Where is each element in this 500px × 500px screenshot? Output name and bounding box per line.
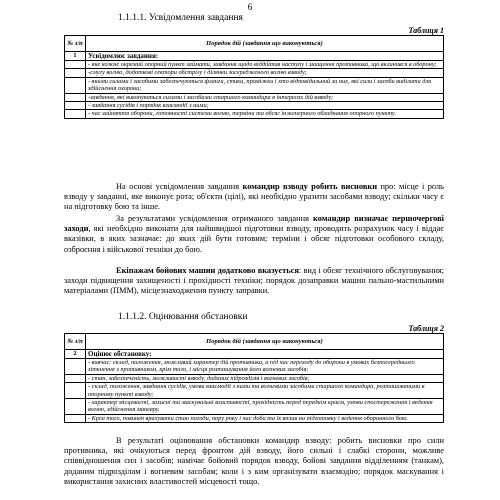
paragraph-text: В результаті оцінювання обстановки командир взводу: робить висновки про сили противника, які очікуються перед фронтом дій взводу, його сильні і слабкі сторони, можливе співвідношення сил і засобів; намічає бойовий порядок взводу, бойові завдання відділенням (танкам), доданим підрозділам і вогневим засобам; коли і з ким організувати взаємодію; порядок маскування і використання захисних властивостей місцевості тощо.	[64, 436, 444, 486]
row-number: 2	[65, 350, 86, 359]
table-row	[65, 77, 444, 93]
list-item: -завдання, які виконуються силами і засобами старшого командира в інтересах дій взводу;	[86, 93, 444, 101]
col-num-header: № з/п	[65, 334, 86, 350]
paragraph-text: , які необхідно виконати для найшвидшої підготовки взводу, проводить розрахунок часу і віддає вказівки, в яких зазначає: до яких дій бути готовим; терміни і обсяг підготовки особового складу, озброєння і військової техніки до бою.	[64, 224, 444, 254]
table-row	[65, 102, 444, 110]
table-row	[65, 69, 444, 77]
table-row	[65, 61, 444, 69]
col-order-header: Порядок дій (завдання що виконуються)	[86, 36, 444, 52]
row-title: Усвідомлює завдання:	[86, 52, 444, 61]
table-header-row	[65, 334, 444, 350]
paragraph-text: про: місце і роль взводу у завданні, яке виконує рота; об'єкти (цілі), які необхідно уразити засобами взводу; скільки часу є на підготовку бою та інше.	[64, 182, 444, 212]
list-item: -смугу вогню, додаткові сектори обстрілу і ділянки зосередженого вогню взводу;	[86, 69, 444, 77]
list-item: - стан, забезпеченість, можливості взводу, доданих підрозділів і вогневих засобів;	[86, 374, 444, 382]
table-row	[65, 414, 444, 422]
list-item: - вивчає: склад, положення, можливий характер дій противника, а під час переходу до оборони в умовах безпосереднього зіткнення з противником, крім того, і місця розташування його вогневих засобів;	[86, 359, 444, 375]
list-item: - склад, положення, завдання сусідів, умови взаємодії з ними та вогневими засобами старшого командира, розташованими в опорному пункті взводу;	[86, 383, 444, 399]
list-item: - яке кожне окремий опорний пункт займати, завдання щодо віддійтив наступу і знищення противника, що вклинився в оборону;	[86, 61, 444, 69]
paragraph-crews	[64, 266, 444, 297]
list-item: - завдання сусідів і порядок взаємодії з ними;	[86, 102, 444, 110]
paragraph-text: : вид і обсяг технічного обслуговування; заходи підвищення захищеності і прохідності техніки; порядок дозаправки машин пально-мастильними матеріалами (ПММ), місцезнаходження пункту заправки.	[64, 266, 444, 296]
paragraph-priority-measures	[64, 214, 444, 255]
paragraph-text: За результатами усвідомлення отриманого завдання	[116, 214, 314, 223]
table-row	[65, 399, 444, 415]
table-row	[65, 359, 444, 375]
table-header-row	[65, 36, 444, 52]
paragraph-bold: командир взводу робить висновки	[242, 182, 378, 191]
page-number: 6	[247, 2, 253, 12]
table-row	[65, 383, 444, 399]
paragraph-bold: Екіпажам бойових машин додатково вказується	[116, 266, 299, 275]
col-num-header: № з/п	[65, 36, 86, 52]
paragraph-text: На основі усвідомлення завдання	[116, 182, 243, 191]
section-heading-1: 1.1.1.1. Усвідомлення завдання	[118, 13, 243, 23]
table-caption-2: Таблиця 2	[408, 324, 444, 333]
table-row	[65, 350, 444, 359]
row-number: 1	[65, 52, 86, 61]
table-row	[65, 52, 444, 61]
row-title: Оцінює обстановку:	[86, 350, 444, 359]
list-item: - час зайняття оборони, готовності системи вогню, терміни та обсяг інженерного обладнання опорного пункту.	[86, 110, 444, 118]
list-item: - характер місцевості, захисні та маскувальні властивості, прохідність перед переднім краєм, умови спостереження і ведення вогню, здійснення маневру.	[86, 399, 444, 415]
paragraph-bold: командир визначає першочергові заходи	[64, 214, 444, 234]
list-item: - якими силами і засобами забезпечуються фланги, стики, проміжки і хто відповідальний за них, які сили і засоби виділити для здійснення охорони;	[86, 77, 444, 93]
table-row	[65, 110, 444, 118]
table-2	[64, 333, 444, 423]
table-row	[65, 374, 444, 382]
list-item: - Крім того, повинен врахувати стан погоди, пору року і час доби та їх вплив на підготовку і ведення оборонного бою.	[86, 414, 444, 422]
section-heading-2: 1.1.1.2. Оцінювання обстановки	[118, 312, 248, 322]
table-row	[65, 93, 444, 101]
table-caption-1: Таблиця 1	[408, 26, 444, 35]
col-order-header: Порядок дій (завдання що виконуються)	[86, 334, 444, 350]
paragraph-conclusions	[64, 182, 444, 213]
paragraph-assessment-results	[64, 436, 444, 487]
table-1	[64, 35, 444, 119]
